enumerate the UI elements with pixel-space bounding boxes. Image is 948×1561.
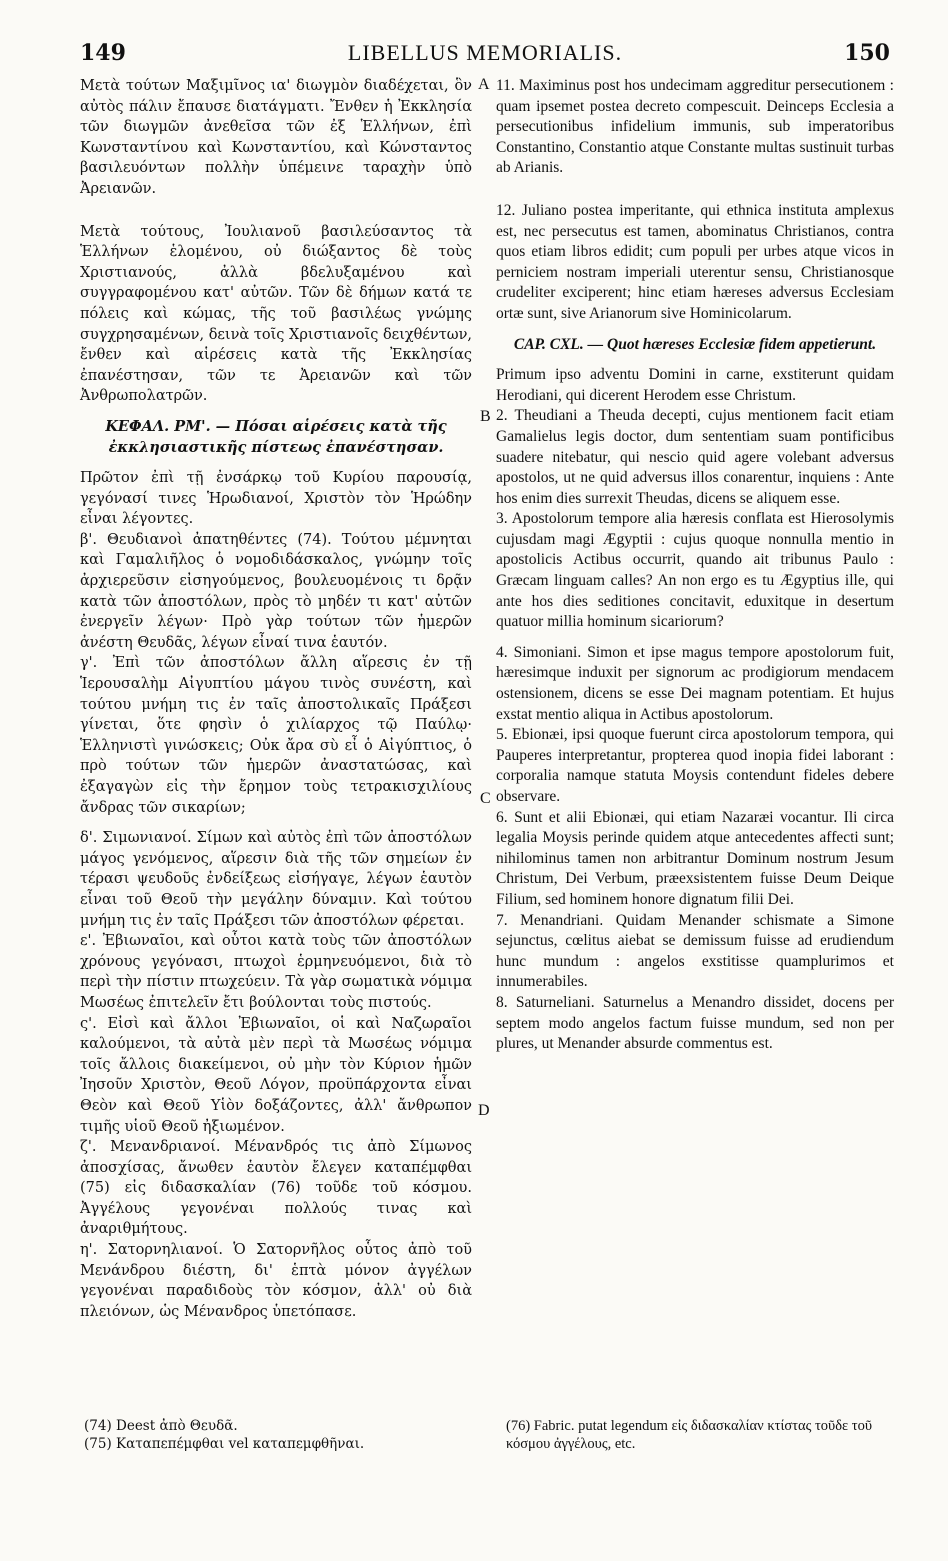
greek-paragraph: Μετὰ τούτων Μαξιμῖνος ια' διωγμὸν διαδέχεται, ὃν αὐτὸς πάλιν ἔπαυσε διατάγματι. Ἔνθεν ἡ Ἐκκλησία τῶν διωγμῶν ἀνεθεῖσα τῶν ἐξ Ἑλλήνων, ἐπὶ Κωνσταντίνου καὶ Κωνσταντίου, καὶ Κώνσταντος βασιλευόντων πολλὴν ὑπέμεινε ταραχὴν ὑπὸ Ἀρειανῶν. — [80, 78, 472, 197]
running-title: LIBELLUS MEMORIALIS. — [347, 40, 623, 65]
footnote: (76) Fabric. putat legendum εἰς διδασκαλίαν κτίστας τοῦδε τοῦ κόσμου ἀγγέλους, etc. — [506, 1418, 873, 1452]
page-number-left: 149 — [80, 40, 126, 66]
latin-chapter-heading: CAP. CXL. — Quot hæreses Ecclesiæ fidem appetierunt. — [513, 335, 877, 353]
footnotes-left — [84, 1417, 474, 1453]
latin-column — [496, 76, 894, 1055]
latin-paragraph: 2. Theudiani a Theuda decepti, cujus mentionem facit etiam Gamalielus legis doctor, dum sententiam suam pontificibus suadere nitebatur, qui nescio quid agere volebant adversus apostolos, ut ne quid adversus illos conarentur, inquiens : Ante hos enim dies surrexit Theudas, dicens se aliquem esse. — [496, 407, 894, 507]
latin-paragraph: Primum ipso adventu Domini in carne, exstiterunt quidam Herodiani, qui dicerent Herodem esse Christum. — [496, 366, 894, 404]
margin-marker-b: B — [480, 408, 491, 425]
greek-paragraph: Πρῶτον ἐπὶ τῇ ἐνσάρκῳ τοῦ Κυρίου παρουσίᾳ, γεγόνασί τινες Ἡρωδιανοί, Χριστὸν τὸν Ἡρώδην εἶναι λέγοντες. — [80, 470, 472, 528]
latin-paragraph: 5. Ebionæi, ipsi quoque fuerunt circa apostolorum tempora, qui Pauperes interpretantur, propterea quod inopia fidei laborant : corporalia namque statuta Moysis contendunt fideles debere observare. — [496, 726, 894, 805]
greek-paragraph: ε'. Ἐβιωναῖοι, καὶ οὗτοι κατὰ τοὺς τῶν ἀποστόλων χρόνους γεγόνασι, πτωχοὶ ἑρμηνευόμενοι, διὰ τὸ περὶ τὴν πίστιν πτωχεύειν. Τὰ γὰρ σωματικὰ νόμιμα Μωσέως ἐπιτελεῖν ἔτι βούλονται τοὺς πιστούς. — [80, 933, 472, 1011]
margin-marker-c: C — [480, 790, 491, 807]
greek-paragraph: η'. Σατορνηλιανοί. Ὁ Σατορνῆλος οὗτος ἀπὸ τοῦ Μενάνδρου διέστη, δι' ἑπτὰ μόνον ἀγγέλων γεγονέναι παραδιδοὺς τὸν κόσμον, ἀλλ' οὐ διὰ πλειόνων, ὡς Μένανδρος ὑπετόπασε. — [80, 1242, 472, 1320]
greek-paragraph: Μετὰ τούτους, Ἰουλιανοῦ βασιλεύσαντος τὰ Ἑλλήνων ἑλομένου, οὐ διώξαντος δὲ τοὺς Χριστιανούς, ἀλλὰ βδελυξαμένου καὶ συγγραφομένου κατ' αὐτῶν. Τῶν δὲ δήμων κατά τε πόλεις καὶ κώμας, τῆς τοῦ βασιλέως γνώμης συγχρησαμένων, δεινὰ τοῖς Χριστιανοῖς δειχθέντων, ἔνθεν καὶ αἱρέσεις κατὰ τῆς Ἐκκλησίας ἐπανέστησαν, τῶν τε Ἀρειανῶν καὶ τῶν Ἀνθρωπολατρῶν. — [80, 223, 472, 405]
page-header — [80, 40, 890, 74]
latin-paragraph: 8. Saturneliani. Saturnelus a Menandro dissidet, docens per septem modo angelos factum fuisse mundum, sed non per plures, ut Menander absurde commentus est. — [496, 993, 894, 1053]
latin-paragraph: 3. Apostolorum tempore alia hæresis conflata est Hierosolymis cujusdam magi Ægyptii : cujus quoque nonnulla mentio in apostolicis Actibus occurrit, quando ait tribunus Paulo : Græcam linguam calles? An non ergo es tu Ægyptius ille, qui ante hos dies seditiones concitavit, eduxitque in desertum quatuor millia hominum sicariorum? — [496, 510, 894, 631]
greek-paragraph: γ'. Ἐπὶ τῶν ἀποστόλων ἄλλη αἵρεσις ἐν τῇ Ἱερουσαλὴμ Αἰγυπτίου μάγου τινὸς συνέστη, καὶ τούτου μνήμη τις ἐν ταῖς ἀποστολικαῖς Πράξεσι γίνεται, ὅτε φησὶν ὁ χιλίαρχος τῷ Παύλῳ· Ἑλληνιστὶ γινώσκεις; Οὐκ ἄρα σὺ εἶ ὁ Αἰγύπτιος, ὁ πρὸ τούτων τῶν ἡμερῶν ἀναστατώσας, καὶ ἐξαγαγὼν εἰς τὴν ἔρημον τοὺς τετρακισχιλίους ἄνδρας τῶν σικαρίων; — [80, 655, 472, 816]
greek-column — [80, 76, 472, 1322]
latin-paragraph: 12. Juliano postea imperitante, qui ethnica instituta amplexus est, nec persecutus est tamen, abominatus Christianos, contra quos etiam libros edidit; cum populi per urbes atque vicos in perniciem nostram imperiali uterentur sensu, Christianosque crudeliter exciperent; hinc etiam hæreses adversus Ecclesiam ortæ sunt, sive Arianorum sive Hominicolarum. — [496, 201, 894, 322]
greek-paragraph: ς'. Εἰσὶ καὶ ἄλλοι Ἐβιωναῖοι, οἱ καὶ Ναζωραῖοι καλούμενοι, τὰ αὐτὰ μὲν περὶ τὰ Μωσέως νόμιμα τοῖς ἄλλοις διακείμενοι, οὐ μὴν τὸν Κύριον ἡμῶν Ἰησοῦν Χριστὸν, Θεοῦ Λόγον, προϋπάρχοντα εἶναι Θεὸν καὶ Θεοῦ Υἱὸν δοξάζοντες, ἀλλ' ἄνθρωπον τιμῆς υἱοῦ Θεοῦ ἠξιωμένον. — [80, 1015, 472, 1135]
margin-marker-a: A — [478, 76, 490, 93]
footnote: (75) Καταπεπέμφθαι vel καταπεμφθῆναι. — [84, 1436, 365, 1452]
latin-paragraph: 4. Simoniani. Simon et ipse magus tempore apostolorum fuit, hæresimque induxit per signorum ac prodigiorum mendacem ostensionem, dicens se esse Dei magnam potentiam. Et hujus exstat mentio aliqua in Actibus apostolorum. — [496, 643, 894, 723]
footnotes-right — [506, 1417, 894, 1453]
greek-paragraph: ζ'. Μενανδριανοί. Μένανδρός τις ἀπὸ Σίμωνος ἀποσχίσας, ἄνωθεν ἑαυτὸν ἔλεγεν καταπέμφθαι (75) εἰς διδασκαλίαν (76) τοῦδε τοῦ κόσμου. Ἀγγέλους γεγονέναι πολλούς τινας καὶ ἀναριθμήτους. — [80, 1139, 472, 1238]
greek-paragraph: δ'. Σιμωνιανοί. Σίμων καὶ αὐτὸς ἐπὶ τῶν ἀποστόλων μάγος γενόμενος, αἵρεσιν διὰ τῆς τῶν σημείων ἐν τέρασι ψευδοῦς ἐνδείξεως εἰσήγαγε, λέγων ἑαυτὸν εἶναι τοῦ Θεοῦ τὴν μεγάλην δύναμιν. Καὶ τούτου μνήμη τις ἐν ταῖς Πράξεσι τῶν ἀποστόλων φέρεται. — [80, 830, 472, 929]
latin-paragraph: 7. Menandriani. Quidam Menander schismate a Simone sejunctus, cœlitus aiebat se demissum fuisse ad erudiendum hunc mundum : angelos exstitisse quamplurimos et innumerabiles. — [496, 911, 894, 991]
latin-paragraph: 6. Sunt et alii Ebionæi, qui etiam Nazaræi vocantur. Ili circa legalia Moysis perinde quidem atque antecedentes affecti sunt; nihilominus tamen non arbitrantur Dominum nostrum Jesum Christum, Dei Verbum, præexsistentem fuisse Deum Deique Filium, sed hominem honore dignatum filii Dei. — [496, 808, 894, 908]
footnote: (74) Deest ἀπὸ Θευδᾶ. — [84, 1418, 238, 1434]
greek-paragraph: β'. Θευδιανοὶ ἀπατηθέντες (74). Τούτου μέμνηται καὶ Γαμαλιῆλος ὁ νομοδιδάσκαλος, γνώμην τοῖς ἀρχιερεῦσιν εἰσηγούμενος, βουλευομένοις τι δρᾷν κατὰ τῶν ἀποστόλων, πρὸς τὸ μηδέν τι κατ' αὐτῶν ἐνεργεῖν λέγων· Πρὸ γὰρ τούτων τῶν ἡμερῶν ἀνέστη Θευδᾶς, λέγων εἶναί τινα ἑαυτόν. — [80, 531, 472, 651]
greek-chapter-heading: ΚΕΦΑΛ. ΡΜ'. — Πόσαι αἱρέσεις κατὰ τῆς ἐκκλησιαστικῆς πίστεως ἐπανέστησαν. — [105, 417, 447, 456]
page-number-right: 150 — [844, 40, 890, 66]
latin-paragraph: 11. Maximinus post hos undecimam aggreditur persecutionem : quam ipsemet postea decreto compescuit. Deinceps Ecclesia a persecutionibus infidelium immunis, sub imperatoribus Constantino, Constantio atque Constante multas sustinuit turbas ab Arianis. — [496, 77, 894, 177]
margin-marker-d: D — [478, 1102, 490, 1119]
